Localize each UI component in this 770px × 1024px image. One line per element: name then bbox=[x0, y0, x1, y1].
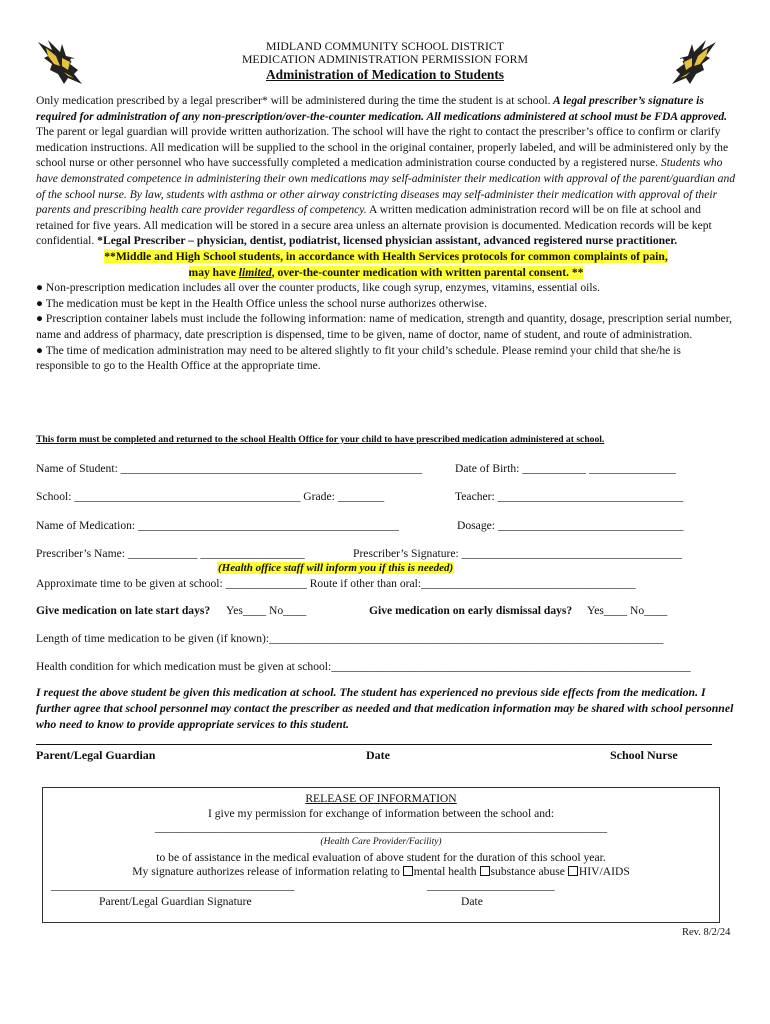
nurse-signature-label: School Nurse bbox=[610, 748, 678, 762]
condition-field[interactable]: Health condition for which medication must be given at school:______________________________________________________________ bbox=[36, 660, 691, 673]
bullet-item: ● The medication must be kept in the Health Office unless the school nurse authorizes otherwise. bbox=[36, 296, 487, 310]
medication-field[interactable]: Name of Medication: _____________________________________________ bbox=[36, 519, 399, 532]
hiv-aids-label: HIV/AIDS bbox=[578, 865, 630, 878]
revision-date: Rev. 8/2/24 bbox=[682, 927, 731, 938]
health-office-note: (Health office staff will inform you if this is needed) bbox=[218, 562, 454, 574]
prescriber-name-field[interactable]: Prescriber’s Name: ____________ __________________ bbox=[36, 547, 305, 560]
release-line3-text: My signature authorizes release of information relating to bbox=[132, 865, 400, 878]
policy-p1a: Only medication prescribed by a legal prescriber* will be administered during the time the student is at school. bbox=[36, 94, 551, 107]
policy-p1c: The parent or legal guardian will provide written authorization. The school will have the right to contact the prescriber’s office to confirm or clarify medication instructions. All medication will be supplied to the school in the original container, properly labeled, and will be administered only by the school nurse or other personnel who have successfully completed a medication administration course conducted by a registered nurse. bbox=[36, 125, 729, 170]
release-line2: to be of assistance in the medical evaluation of above student for the duration of this school year. bbox=[156, 851, 606, 864]
release-of-information-box bbox=[42, 787, 720, 923]
otc-highlight-line2a: may have bbox=[188, 265, 239, 279]
provider-label: (Health Care Provider/Facility) bbox=[320, 837, 442, 847]
mental-health-label: mental health bbox=[413, 865, 477, 878]
late-start-question: Give medication on late start days? bbox=[36, 604, 211, 617]
guardian-signature-blank[interactable]: __________________________________________ bbox=[51, 879, 295, 892]
time-route-field[interactable]: Approximate time to be given at school: ______________ Route if other than oral:_____________________________________ bbox=[36, 577, 636, 590]
date-signature-label: Date bbox=[366, 748, 390, 762]
policy-text bbox=[36, 93, 736, 374]
return-instruction: This form must be completed and returned to the school Health Office for your child to have prescribed medication administered at school. bbox=[36, 434, 605, 445]
form-name: MEDICATION ADMINISTRATION PERMISSION FORM bbox=[241, 52, 529, 66]
student-name-field[interactable]: Name of Student: ____________________________________________________ bbox=[36, 462, 423, 475]
prescriber-signature-field[interactable]: Prescriber’s Signature: ______________________________________ bbox=[353, 547, 682, 560]
dosage-field[interactable]: Dosage: ________________________________ bbox=[457, 519, 684, 532]
policy-p1d: Students who have demonstrated competence in administering their own medications may self-administer their medication with approval of the parent/guardian and of the school nurse. By law, students with asthma or other airway constricting diseases may self-administer their medication with approval of their parents and prescribing health care provider regardless of competency. bbox=[36, 156, 736, 217]
otc-highlight-line1: **Middle and High School students, in accordance with Health Services protocols for common complaints of pain, bbox=[104, 249, 668, 263]
release-line1: I give my permission for exchange of information between the school and: bbox=[207, 807, 555, 820]
signature-line[interactable] bbox=[36, 744, 712, 745]
substance-abuse-checkbox[interactable] bbox=[480, 866, 490, 876]
release-date-blank[interactable]: ______________________ bbox=[427, 879, 555, 892]
dob-field[interactable]: Date of Birth: ___________ _______________ bbox=[455, 462, 676, 475]
policy-p1e: A written medication administration record will be on file at school and retained for five years. All medication will be stored in a secure area unless an alternate provision is documented. Medication records will be kept confidential. bbox=[36, 203, 712, 248]
hiv-aids-checkbox[interactable] bbox=[568, 866, 578, 876]
otc-highlight-line2c: , over-the-counter medication with written parental consent. ** bbox=[271, 265, 584, 279]
school-field[interactable]: School: _______________________________________ Grade: ________ bbox=[36, 490, 385, 503]
late-start-options[interactable]: Yes____ No____ bbox=[226, 604, 307, 617]
release-line3 bbox=[43, 865, 719, 878]
release-title: RELEASE OF INFORMATION bbox=[305, 792, 457, 805]
form-title: Administration of Medication to Students bbox=[265, 67, 505, 82]
otc-highlight-limited: limited bbox=[238, 265, 272, 279]
policy-p1b: A legal prescriber’s signature is required for administration of any non-prescription/over-the-counter medication. All medications administered at school must be FDA approved. bbox=[36, 94, 728, 123]
district-name: MIDLAND COMMUNITY SCHOOL DISTRICT bbox=[265, 39, 504, 53]
mental-health-checkbox[interactable] bbox=[403, 866, 413, 876]
bullet-item: ● Non-prescription medication includes all over the counter products, like cough syrup, enzymes, vitamins, essential oils. bbox=[36, 281, 601, 295]
parent-signature-label: Parent/Legal Guardian bbox=[36, 748, 156, 762]
length-field[interactable]: Length of time medication to be given (if known):____________________________________________________________________ bbox=[36, 632, 664, 645]
bullet-item: ● Prescription container labels must include the following information: name of medication, strength and quantity, dosage, prescription serial number, name and address of pharmacy, date prescription is dispensed, time to be given, name of doctor, name of student, and route of administration. bbox=[36, 312, 733, 341]
release-date-label: Date bbox=[461, 895, 483, 908]
teacher-field[interactable]: Teacher: ________________________________ bbox=[455, 490, 684, 503]
early-dismissal-question: Give medication on early dismissal days? bbox=[369, 604, 573, 617]
legal-prescriber-note: *Legal Prescriber – physician, dentist, podiatrist, licensed physician assistant, advanced registered nurse practitioner. bbox=[94, 234, 678, 248]
bullet-item: ● The time of medication administration may need to be altered slightly to fit your child’s schedule. Please remind your child that she/he is responsible to go to the Health Office at the appropriate time. bbox=[36, 343, 681, 373]
early-dismissal-options[interactable]: Yes____ No____ bbox=[587, 604, 668, 617]
form-header bbox=[0, 40, 770, 81]
guardian-signature-label: Parent/Legal Guardian Signature bbox=[99, 895, 252, 908]
substance-abuse-label: substance abuse bbox=[490, 865, 565, 878]
provider-blank[interactable]: ______________________________________________________________________________ bbox=[154, 821, 608, 834]
consent-statement: I request the above student be given this medication at school. The student has experienced no previous side effects from the medication. I further agree that school personnel may contact the prescriber as needed and that medication information may be shared with school personnel who need to know to provide appropriate services to this student. bbox=[36, 685, 734, 731]
otc-highlight bbox=[36, 249, 736, 280]
